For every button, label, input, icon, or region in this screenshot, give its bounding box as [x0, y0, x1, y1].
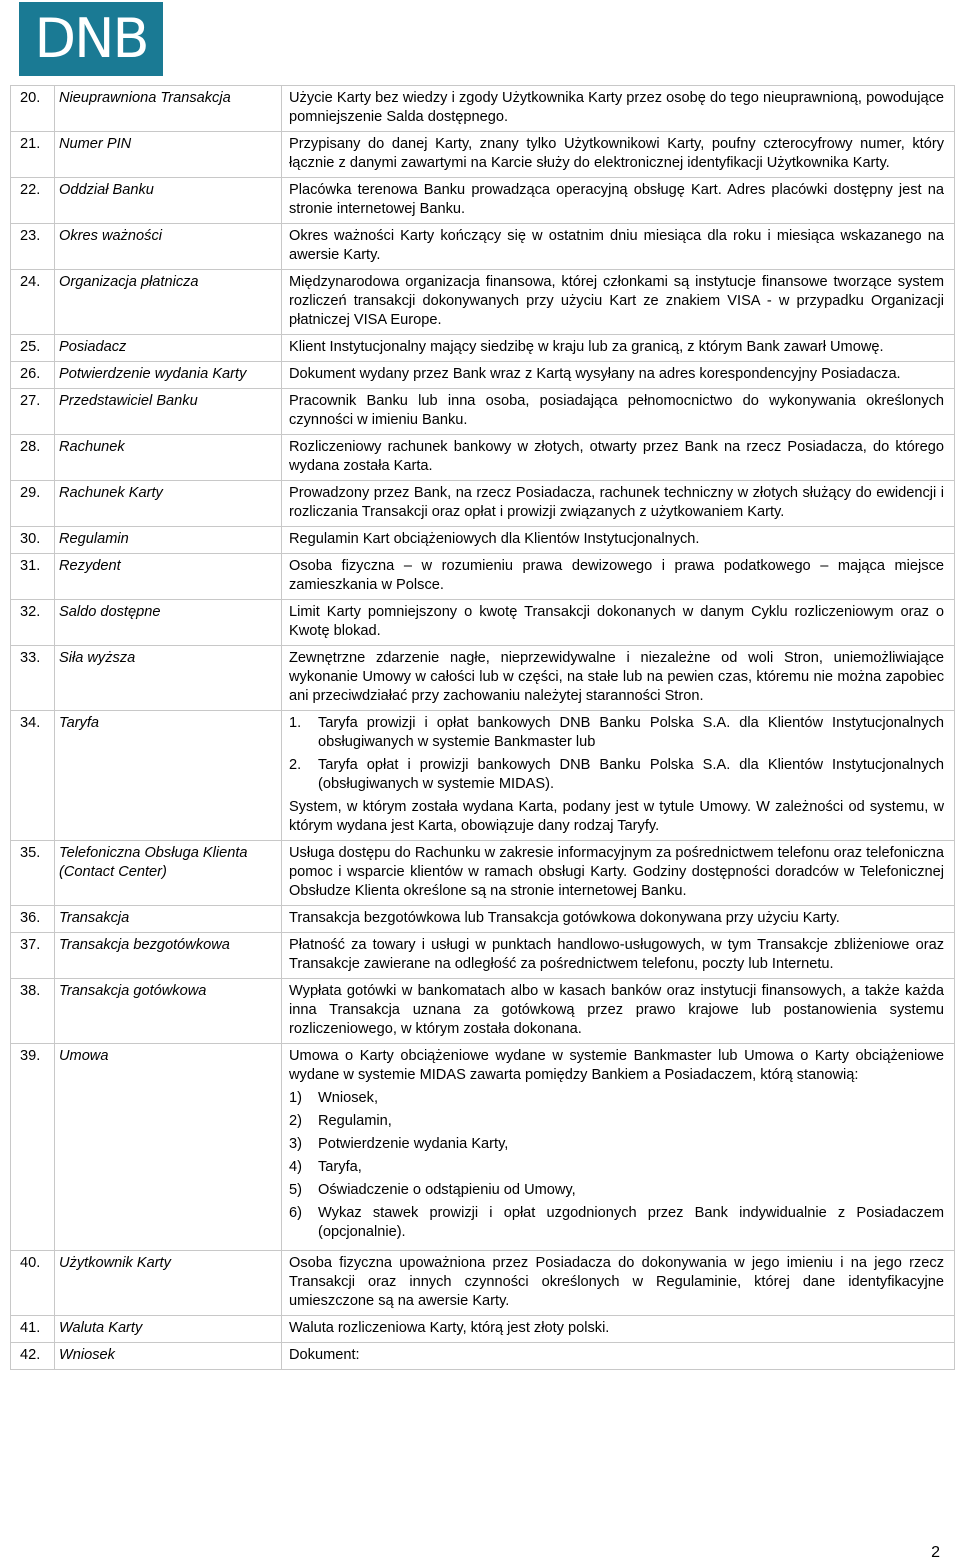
table-row: [11, 933, 955, 979]
table-row: [11, 335, 955, 362]
row-term: Potwierdzenie wydania Karty: [55, 362, 282, 389]
page-number: 2: [931, 1544, 940, 1561]
row-definition: [282, 178, 955, 224]
definition-note: System, w którym została wydana Karta, podany jest w tytule Umowy. W zależności od systemu, w którym wydana jest Karta, obowiązuje dany rodzaj Taryfy.: [289, 799, 944, 834]
definitions-table: [10, 85, 955, 1370]
definition-text: Regulamin Kart obciążeniowych dla Klientów Instytucjonalnych.: [289, 531, 700, 547]
dnb-logo: [19, 2, 163, 76]
row-term: Waluta Karty: [55, 1316, 282, 1343]
table-row: [11, 435, 955, 481]
list-item: [289, 1204, 944, 1242]
row-definition: [282, 86, 955, 132]
table-row: [11, 711, 955, 841]
row-definition: [282, 841, 955, 906]
row-number: 40.: [11, 1251, 55, 1316]
row-definition: [282, 711, 955, 841]
definition-text: Prowadzony przez Bank, na rzecz Posiadacza, rachunek techniczny w złotych służący do ewidencji i rozliczania Transakcji oraz opłat i prowizji związanych z użytkowaniem Karty.: [289, 485, 944, 520]
row-definition: [282, 600, 955, 646]
row-term: Transakcja bezgotówkowa: [55, 933, 282, 979]
row-definition: [282, 224, 955, 270]
row-term: Umowa: [55, 1044, 282, 1251]
logo-text: DNB: [34, 7, 148, 70]
table-row: [11, 1044, 955, 1251]
definition-text: Placówka terenowa Banku prowadząca operacyjną obsługę Kart. Adres placówki dostępny jest na stronie internetowej Banku.: [289, 182, 944, 217]
definition-text: Dokument wydany przez Bank wraz z Kartą wysyłany na adres korespondencyjny Posiadacza.: [289, 366, 901, 382]
row-number: 28.: [11, 435, 55, 481]
definitions-table-body: [11, 86, 955, 1370]
row-definition: [282, 554, 955, 600]
row-definition: [282, 1343, 955, 1370]
list-marker: 1): [289, 1090, 302, 1106]
list-item-text: Taryfa opłat i prowizji bankowych DNB Banku Polska S.A. dla Klientów Instytucjonalnych (obsługiwanych w systemie MIDAS).: [318, 757, 944, 792]
row-definition: [282, 1044, 955, 1251]
table-row: [11, 132, 955, 178]
list-item: [289, 1158, 944, 1177]
definition-text: Klient Instytucjonalny mający siedzibę w kraju lub za granicą, z którym Bank zawarł Umowę.: [289, 339, 884, 355]
table-row: [11, 554, 955, 600]
row-number: 33.: [11, 646, 55, 711]
row-number: 27.: [11, 389, 55, 435]
list-item-text: Potwierdzenie wydania Karty,: [318, 1136, 509, 1152]
definition-text: Wypłata gotówki w bankomatach albo w kasach banków oraz instytucji finansowych, a także każda inna Transakcja uznana za gotówkową przez prawo krajowe lub postanowienia systemu rozliczeniowego, w którym została dokonana.: [289, 983, 944, 1037]
definition-list: [289, 714, 944, 794]
row-number: 24.: [11, 270, 55, 335]
list-item: [289, 1089, 944, 1108]
row-term: Taryfa: [55, 711, 282, 841]
row-number: 38.: [11, 979, 55, 1044]
table-row: [11, 906, 955, 933]
list-item: [289, 1112, 944, 1131]
definition-text: Dokument:: [289, 1347, 360, 1363]
row-number: 31.: [11, 554, 55, 600]
table-row: [11, 1316, 955, 1343]
definition-text: Okres ważności Karty kończący się w ostatnim dniu miesiąca dla roku i miesiąca wskazanego na awersie Karty.: [289, 228, 944, 263]
row-definition: [282, 362, 955, 389]
row-number: 32.: [11, 600, 55, 646]
row-definition: [282, 270, 955, 335]
definition-text: Pracownik Banku lub inna osoba, posiadająca pełnomocnictwo do wykonywania określonych czynności w imieniu Banku.: [289, 393, 944, 428]
table-row: [11, 178, 955, 224]
definition-text: Waluta rozliczeniowa Karty, którą jest złoty polski.: [289, 1320, 610, 1336]
row-term: Rachunek Karty: [55, 481, 282, 527]
list-item-text: Oświadczenie o odstąpieniu od Umowy,: [318, 1182, 576, 1198]
row-definition: [282, 435, 955, 481]
table-row: [11, 646, 955, 711]
list-item-text: Wykaz stawek prowizji i opłat uzgodnionych przez Bank indywidualnie z Posiadaczem (opcjonalnie).: [318, 1205, 944, 1240]
row-number: 39.: [11, 1044, 55, 1251]
table-row: [11, 389, 955, 435]
table-row: [11, 270, 955, 335]
row-number: 35.: [11, 841, 55, 906]
row-definition: [282, 906, 955, 933]
table-row: [11, 481, 955, 527]
table-row: [11, 362, 955, 389]
row-definition: [282, 335, 955, 362]
table-row: [11, 841, 955, 906]
definition-text: Rozliczeniowy rachunek bankowy w złotych, otwarty przez Bank na rzecz Posiadacza, do którego wydana została Karta.: [289, 439, 944, 474]
row-term: Rachunek: [55, 435, 282, 481]
row-number: 21.: [11, 132, 55, 178]
row-number: 36.: [11, 906, 55, 933]
row-definition: [282, 527, 955, 554]
row-number: 30.: [11, 527, 55, 554]
definition-text: Osoba fizyczna upoważniona przez Posiadacza do dokonywania w jego imieniu i na jego rzecz Transakcji oraz innych czynności określonych w Regulaminie, której dane identyfikacyjne umieszczone są na awersie Karty.: [289, 1255, 944, 1309]
row-definition: [282, 646, 955, 711]
list-item-text: Regulamin,: [318, 1113, 392, 1129]
table-row: [11, 86, 955, 132]
list-marker: 1.: [289, 715, 302, 731]
table-row: [11, 1251, 955, 1316]
definition-list: [289, 1089, 944, 1242]
row-term: Wniosek: [55, 1343, 282, 1370]
definition-text: Usługa dostępu do Rachunku w zakresie informacyjnym za pośrednictwem telefonu oraz telefoniczna pomoc i wsparcie klientów w ramach obsługi Karty. Godziny dostępności doradców w Telefonicznej Obsłudze Klienta określone są na stronie internetowej Banku.: [289, 845, 944, 899]
definition-text: Osoba fizyczna – w rozumieniu prawa dewizowego i prawa podatkowego – mająca miejsce zamieszkania w Polsce.: [289, 558, 944, 593]
list-item: [289, 756, 944, 794]
row-definition: [282, 481, 955, 527]
row-number: 20.: [11, 86, 55, 132]
definition-text: Zewnętrzne zdarzenie nagłe, nieprzewidywalne i niezależne od woli Stron, uniemożliwiające wykonanie Umowy w całości lub w części, na stałe lub na pewien czas, któremu nie można zapobiec ani przeciwdziałać przy zachowaniu należytej staranności Stron.: [289, 650, 944, 704]
definition-text: Płatność za towary i usługi w punktach handlowo-usługowych, w tym Transakcje zbliżeniowe oraz Transakcje zawierane na odległość za pośrednictwem telefonu, poczty lub Internetu.: [289, 937, 944, 972]
row-term: Organizacja płatnicza: [55, 270, 282, 335]
row-number: 42.: [11, 1343, 55, 1370]
list-item: [289, 714, 944, 752]
list-marker: 3): [289, 1136, 302, 1152]
row-definition: [282, 132, 955, 178]
table-row: [11, 527, 955, 554]
row-term: Transakcja: [55, 906, 282, 933]
list-marker: 6): [289, 1205, 302, 1221]
row-term: Nieuprawniona Transakcja: [55, 86, 282, 132]
list-item: [289, 1181, 944, 1200]
list-marker: 4): [289, 1159, 302, 1175]
row-term: Telefoniczna Obsługa Klienta (Contact Center): [55, 841, 282, 906]
row-term: Siła wyższa: [55, 646, 282, 711]
definition-text: Przypisany do danej Karty, znany tylko Użytkownikowi Karty, poufny czterocyfrowy numer, który łącznie z danymi zawartymi na Karcie służy do elektronicznej identyfikacji Użytkownika Karty.: [289, 136, 944, 171]
definition-text: Umowa o Karty obciążeniowe wydane w systemie Bankmaster lub Umowa o Karty obciążeniowe wydane w systemie MIDAS zawarta pomiędzy Bankiem a Posiadaczem, którą stanowią:: [289, 1048, 944, 1083]
row-term: Rezydent: [55, 554, 282, 600]
row-number: 34.: [11, 711, 55, 841]
definition-text: Międzynarodowa organizacja finansowa, której członkami są instytucje finansowe tworzące system rozliczeń transakcji dokonywanych przy użyciu Kart ze znakiem VISA - w przypadku Organizacji płatniczej VISA Europe.: [289, 274, 944, 328]
row-definition: [282, 1251, 955, 1316]
definition-text: Użycie Karty bez wiedzy i zgody Użytkownika Karty przez osobę do tego nieuprawnioną, powodujące pomniejszenie Salda dostępnego.: [289, 90, 944, 125]
row-term: Regulamin: [55, 527, 282, 554]
list-marker: 2): [289, 1113, 302, 1129]
row-number: 26.: [11, 362, 55, 389]
row-term: Transakcja gotówkowa: [55, 979, 282, 1044]
row-number: 25.: [11, 335, 55, 362]
row-definition: [282, 389, 955, 435]
row-number: 23.: [11, 224, 55, 270]
row-definition: [282, 979, 955, 1044]
row-term: Posiadacz: [55, 335, 282, 362]
row-term: Numer PIN: [55, 132, 282, 178]
row-number: 22.: [11, 178, 55, 224]
list-item-text: Taryfa prowizji i opłat bankowych DNB Banku Polska S.A. dla Klientów Instytucjonalnych obsługiwanych w systemie Bankmaster lub: [318, 715, 944, 750]
table-row: [11, 600, 955, 646]
table-row: [11, 1343, 955, 1370]
row-number: 41.: [11, 1316, 55, 1343]
row-term: Saldo dostępne: [55, 600, 282, 646]
list-item-text: Taryfa,: [318, 1159, 362, 1175]
row-number: 37.: [11, 933, 55, 979]
list-marker: 2.: [289, 757, 302, 773]
row-term: Użytkownik Karty: [55, 1251, 282, 1316]
row-definition: [282, 933, 955, 979]
row-term: Okres ważności: [55, 224, 282, 270]
list-marker: 5): [289, 1182, 302, 1198]
definition-text: Transakcja bezgotówkowa lub Transakcja gotówkowa dokonywana przy użyciu Karty.: [289, 910, 840, 926]
row-number: 29.: [11, 481, 55, 527]
table-row: [11, 979, 955, 1044]
table-row: [11, 224, 955, 270]
list-item-text: Wniosek,: [318, 1090, 379, 1106]
row-definition: [282, 1316, 955, 1343]
row-term: Oddział Banku: [55, 178, 282, 224]
definition-text: Limit Karty pomniejszony o kwotę Transakcji dokonanych w danym Cyklu rozliczeniowym oraz o Kwotę blokad.: [289, 604, 944, 639]
list-item: [289, 1135, 944, 1154]
row-term: Przedstawiciel Banku: [55, 389, 282, 435]
